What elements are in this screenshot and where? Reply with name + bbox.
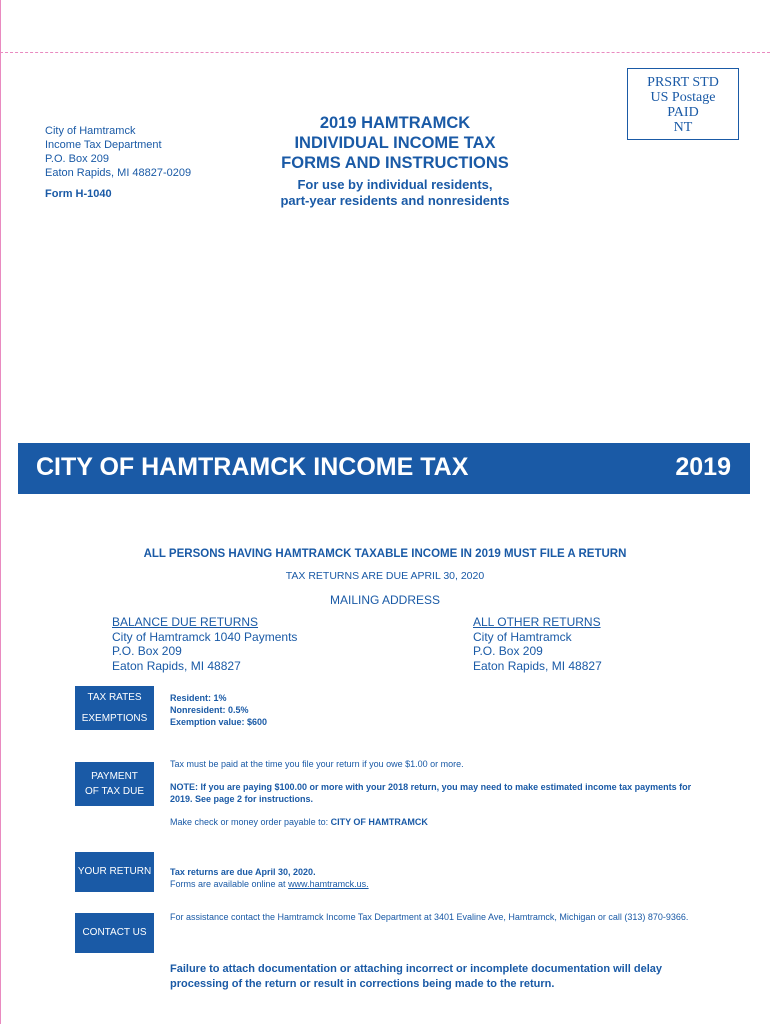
address-line: P.O. Box 209	[473, 644, 543, 658]
postage-line: US Postage	[650, 90, 716, 105]
box-label: OF TAX DUE	[84, 786, 145, 797]
address-heading: ALL OTHER RETURNS	[473, 615, 601, 629]
tax-rates-label-box	[75, 686, 154, 730]
address-heading: BALANCE DUE RETURNS	[112, 615, 259, 629]
postage-indicia	[627, 68, 739, 140]
box-label: EXEMPTIONS	[81, 713, 148, 724]
perforation-line	[0, 52, 770, 53]
filing-requirement: ALL PERSONS HAVING HAMTRAMCK TAXABLE INCOME IN 2019 MUST FILE A RETURN	[143, 548, 627, 560]
balance-due-address	[112, 615, 297, 673]
form-number: Form H-1040	[45, 188, 112, 200]
box-label: TAX RATES	[87, 692, 142, 703]
tax-rates-text	[170, 692, 710, 728]
left-margin-rule	[0, 0, 1, 1024]
box-label: YOUR RETURN	[77, 866, 152, 877]
contact-text: For assistance contact the Hamtramck Income Tax Department at 3401 Evaline Ave, Hamtramck, Michigan or call (313) 870-9366.	[170, 912, 689, 922]
address-line: City of Hamtramck 1040 Payments	[112, 629, 298, 644]
return-due-date: Tax returns are due April 30, 2020.	[170, 867, 316, 877]
forms-online-prefix: Forms are available online at	[170, 879, 289, 889]
box-label: PAYMENT	[91, 771, 138, 782]
document-title	[240, 113, 550, 209]
exemption-value: Exemption value: $600	[170, 717, 268, 727]
sender-line: P.O. Box 209	[45, 153, 110, 165]
subtitle-line: part-year residents and nonresidents	[280, 193, 510, 208]
payment-label-box	[75, 762, 154, 806]
banner-year: 2019	[675, 453, 731, 481]
address-line: City of Hamtramck	[473, 629, 572, 644]
failure-warning: Failure to attach documentation or attaching incorrect or incomplete documentation will delay processing of the return or result in corrections being made to the return.	[170, 963, 663, 990]
contact-label-box	[75, 913, 154, 953]
sender-line: Income Tax Department	[45, 139, 162, 151]
website-link[interactable]: www.hamtramck.us.	[288, 879, 369, 889]
address-line: Eaton Rapids, MI 48827	[112, 658, 241, 673]
due-date-notice: TAX RETURNS ARE DUE APRIL 30, 2020	[285, 570, 485, 582]
title-banner	[18, 443, 750, 494]
postage-line: PRSRT STD	[647, 75, 719, 90]
title-line: INDIVIDUAL INCOME TAX	[294, 134, 496, 152]
title-line: FORMS AND INSTRUCTIONS	[281, 154, 509, 172]
other-returns-address	[473, 615, 602, 673]
title-line: 2019 HAMTRAMCK	[319, 114, 471, 132]
address-line: P.O. Box 209	[112, 644, 182, 658]
banner-title: CITY OF HAMTRAMCK INCOME TAX	[36, 453, 469, 481]
rate-resident: Resident: 1%	[170, 693, 227, 703]
address-line: Eaton Rapids, MI 48827	[473, 658, 602, 673]
postage-line: PAID	[667, 105, 699, 120]
your-return-label-box	[75, 852, 154, 892]
rate-nonresident: Nonresident: 0.5%	[170, 705, 249, 715]
postage-line: NT	[673, 120, 693, 135]
mailing-address-label: MAILING ADDRESS	[329, 593, 441, 607]
return-address	[45, 124, 191, 180]
payable-to	[170, 816, 710, 828]
sender-line: City of Hamtramck	[45, 125, 136, 137]
payable-prefix: Make check or money order payable to:	[170, 817, 331, 827]
sender-line: Eaton Rapids, MI 48827-0209	[45, 167, 192, 179]
payment-line: Tax must be paid at the time you file your return if you owe $1.00 or more.	[170, 759, 464, 769]
your-return-text	[170, 866, 710, 890]
box-label: CONTACT US	[82, 927, 147, 938]
forms-online	[170, 878, 710, 890]
payable-name: CITY OF HAMTRAMCK	[330, 817, 428, 827]
estimated-tax-note: NOTE: If you are paying $100.00 or more with your 2018 return, you may need to make estimated income tax payments for 2019. See page 2 for instructions.	[170, 782, 692, 804]
subtitle-line: For use by individual residents,	[297, 177, 493, 192]
